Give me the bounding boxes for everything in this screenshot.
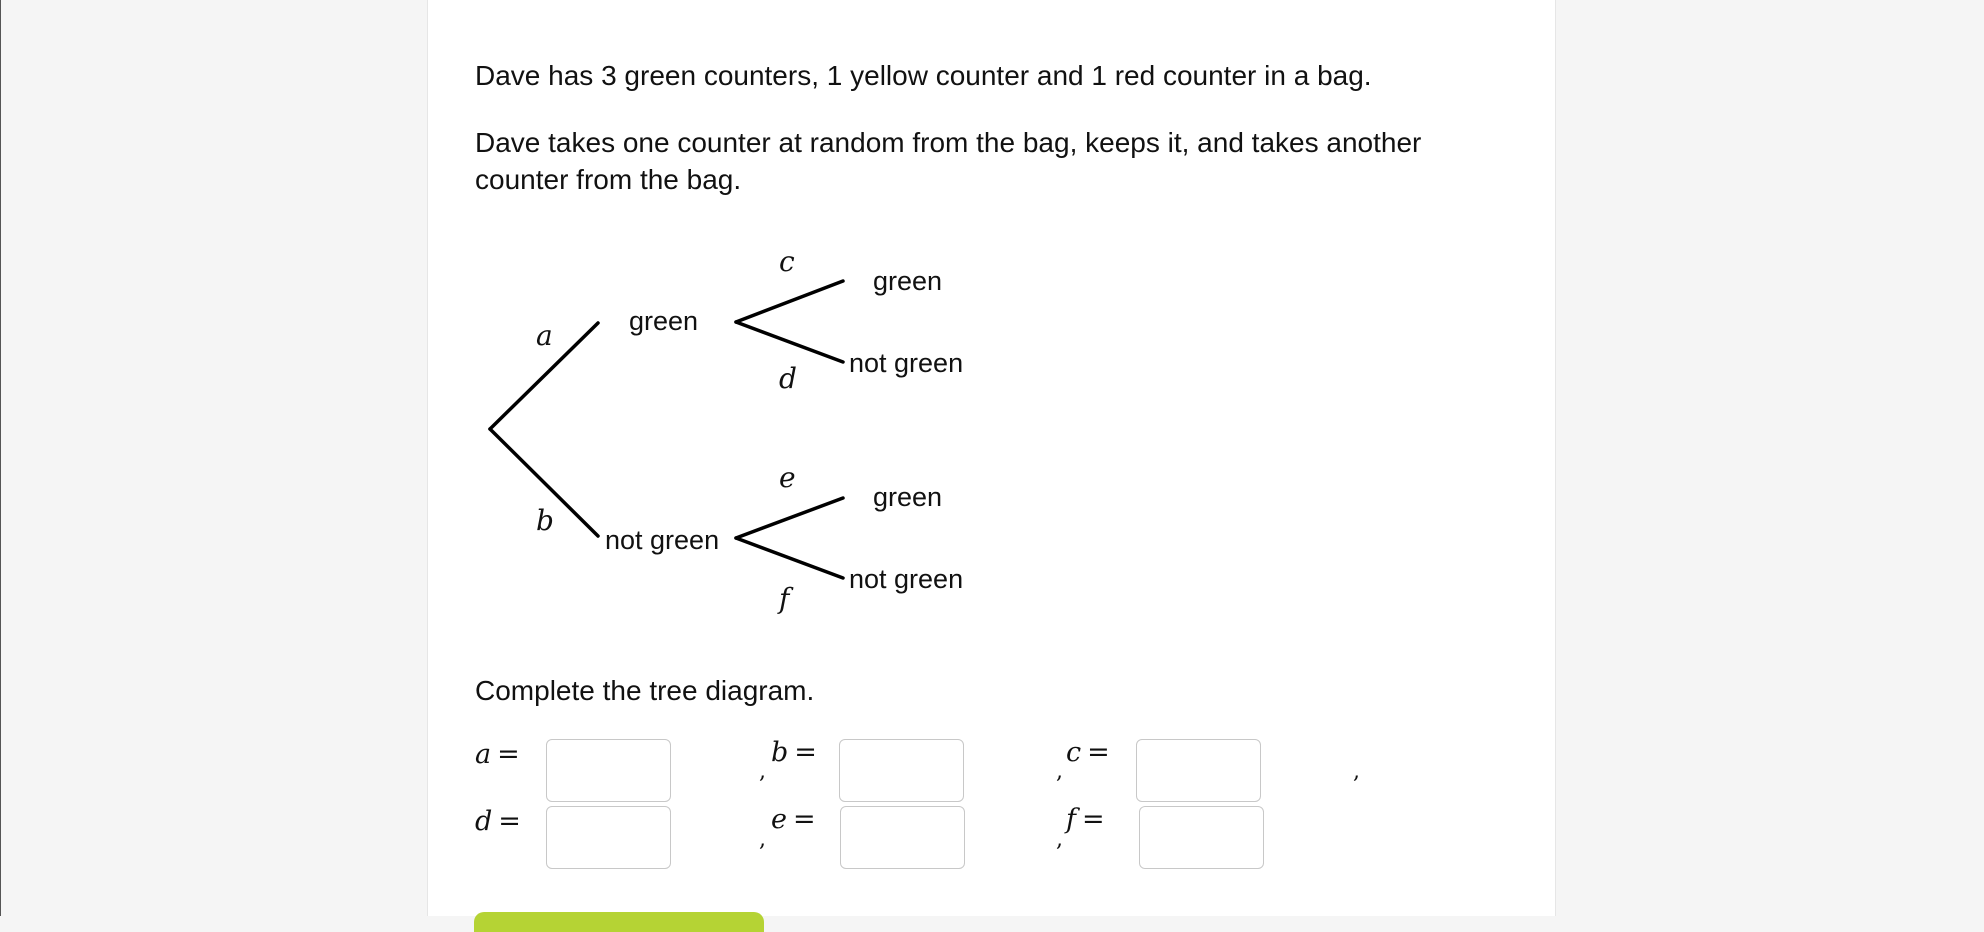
answer-input-f[interactable] <box>1139 806 1264 869</box>
question-text-1: Dave has 3 green counters, 1 yellow counter and 1 red counter in a bag. <box>475 60 1372 91</box>
label-f: f <box>779 582 790 615</box>
node-notgreen-not-green: not green <box>849 564 964 594</box>
instruction-text: Complete the tree diagram. <box>475 675 815 706</box>
separator-comma: , <box>1353 759 1360 784</box>
label-a: a <box>536 319 553 352</box>
eq-label-d: d = <box>475 806 521 837</box>
answer-input-c[interactable] <box>1136 739 1261 802</box>
label-b: b <box>536 504 554 537</box>
node-green-not-green: not green <box>849 348 964 378</box>
answer-input-d[interactable] <box>546 806 671 869</box>
separator-comma: , <box>1056 759 1063 784</box>
branch-e-line <box>736 498 843 538</box>
answer-input-e[interactable] <box>840 806 965 869</box>
node-green-green: green <box>873 266 943 296</box>
node-first-not-green: not green <box>605 525 720 555</box>
separator-comma: , <box>759 827 766 852</box>
node-first-green: green <box>629 306 699 336</box>
answer-input-a[interactable] <box>546 739 671 802</box>
separator-comma: , <box>1056 827 1063 852</box>
submit-button[interactable] <box>474 912 764 932</box>
branch-f-line <box>736 538 843 578</box>
branch-d-line <box>736 322 843 362</box>
node-notgreen-green: green <box>873 482 943 512</box>
eq-label-b: b = <box>771 737 817 768</box>
label-e: e <box>779 461 796 494</box>
answer-input-b[interactable] <box>839 739 964 802</box>
eq-label-f: f = <box>1066 804 1105 835</box>
eq-label-a: a = <box>475 739 520 770</box>
branch-c-line <box>736 281 843 322</box>
eq-label-e: e = <box>771 804 816 835</box>
separator-comma: , <box>759 759 766 784</box>
label-d: d <box>779 362 797 395</box>
label-c: c <box>779 245 795 278</box>
eq-label-c: c = <box>1066 737 1110 768</box>
question-text-2: Dave takes one counter at random from the bag, keeps it, and takes another counter from the bag. <box>475 127 1422 195</box>
